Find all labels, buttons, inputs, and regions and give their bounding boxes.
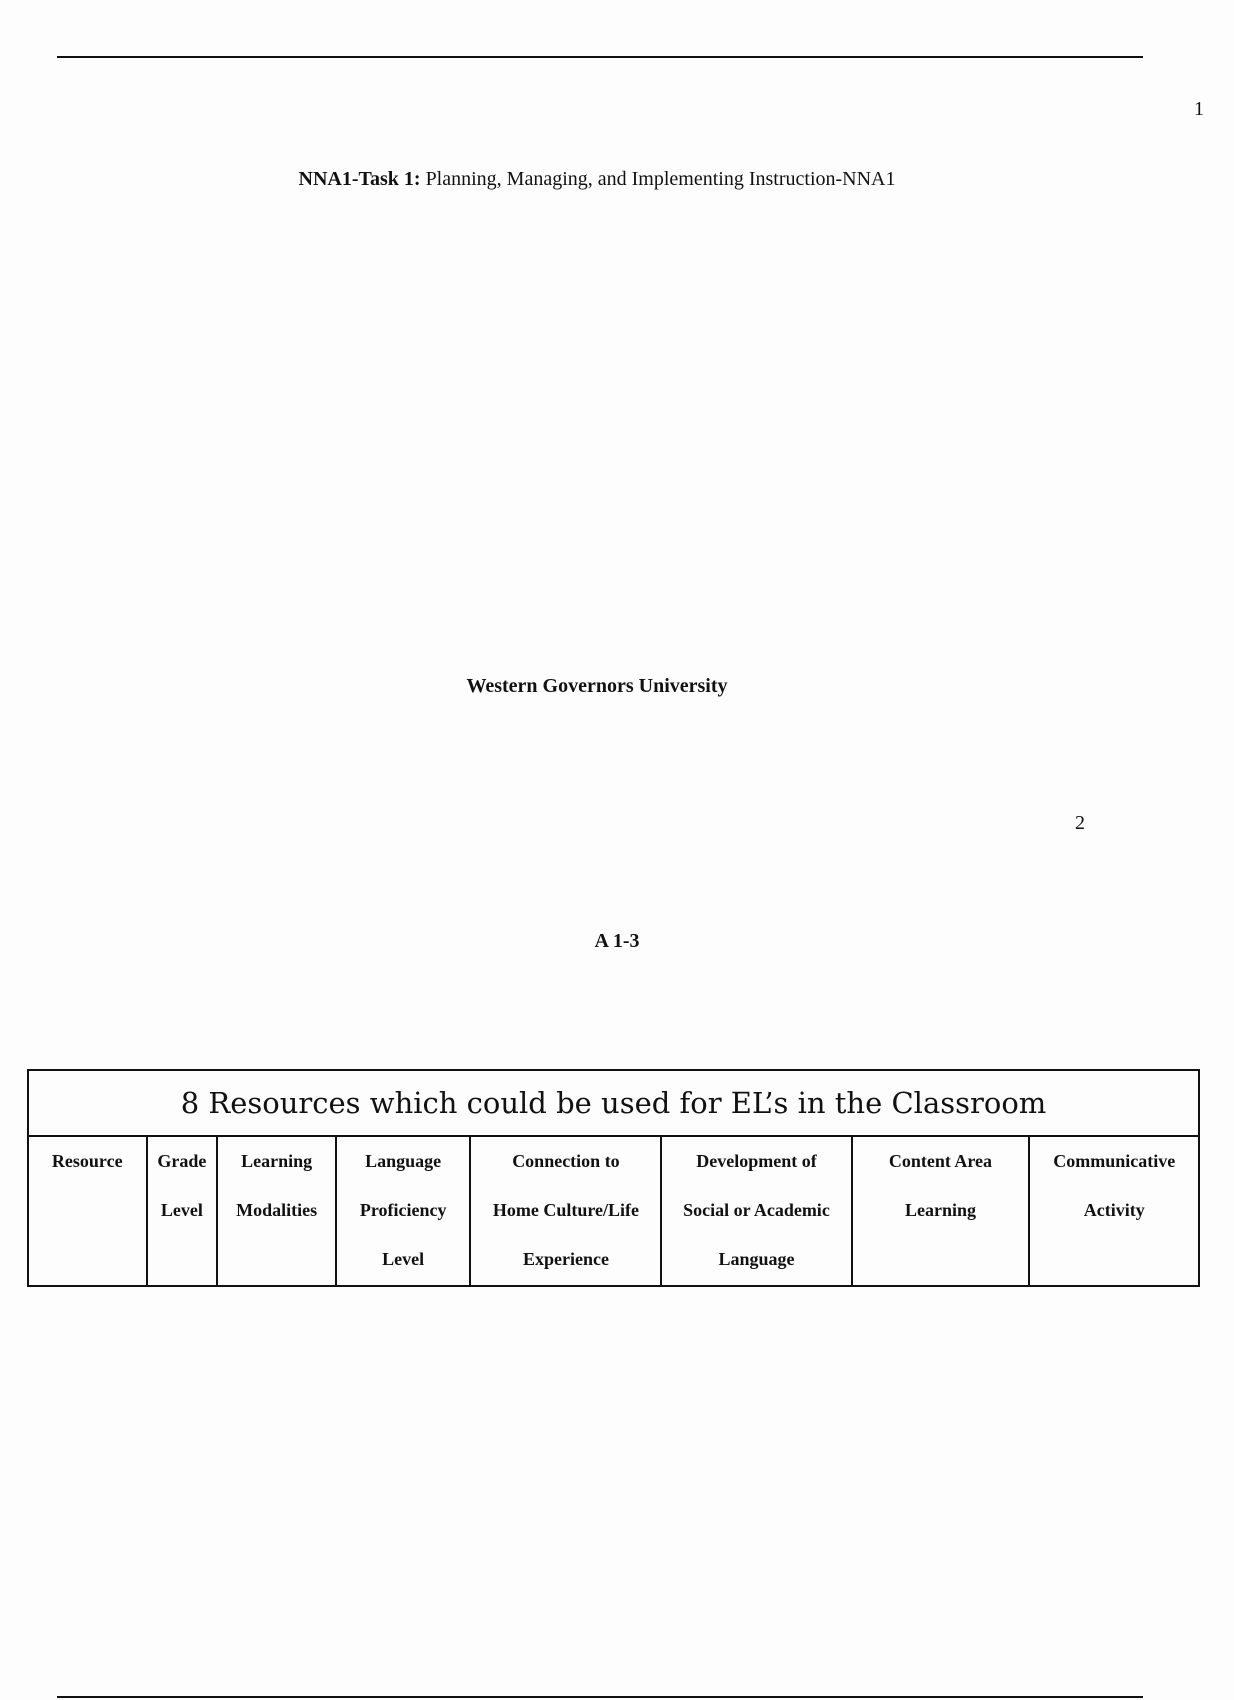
resources-table [27,1069,1200,1287]
header-line: Learning [241,1151,313,1171]
header-line: Learning [904,1200,976,1220]
table-caption: 8 Resources which could be used for EL’s in the Classroom [28,1070,1199,1136]
column-header-language-proficiency-level [336,1136,471,1286]
column-header-home-culture [470,1136,661,1286]
column-header-learning-modalities [217,1136,336,1286]
header-line: Experience [522,1249,609,1269]
page-number: 1 [1194,98,1204,120]
header-line: Proficiency [359,1200,447,1220]
header-line: Resource [51,1151,123,1171]
university-name: Western Governors University [466,675,728,697]
header-line: Development of [696,1151,817,1171]
footer-rule [57,1696,1143,1698]
header-line: Level [160,1200,203,1220]
header-line: Modalities [236,1200,318,1220]
page-number: 2 [1075,812,1085,834]
document-title-text: Planning, Managing, and Implementing Instruction-NNA1 [420,168,896,190]
column-header-communicative-activity [1029,1136,1199,1286]
header-line: Social or Academic [683,1200,830,1220]
column-header-grade-level [147,1136,218,1286]
header-line: Language [718,1249,795,1269]
column-header-resource [28,1136,147,1286]
header-line: Activity [1083,1200,1145,1220]
header-line: Communicative [1053,1151,1176,1171]
header-rule [57,56,1143,58]
header-line: Level [382,1249,425,1269]
column-header-social-academic-language [661,1136,851,1286]
header-line: Grade [157,1151,207,1171]
section-heading: A 1-3 [594,930,640,952]
column-header-content-area-learning [852,1136,1030,1286]
header-line: Connection to [512,1151,620,1171]
header-line: Language [365,1151,442,1171]
document-title [0,168,1194,191]
header-line: Content Area [888,1151,993,1171]
document-title-bold: NNA1-Task 1: [298,168,421,190]
header-line: Home Culture/Life [492,1200,640,1220]
table-header-row [28,1136,1199,1286]
